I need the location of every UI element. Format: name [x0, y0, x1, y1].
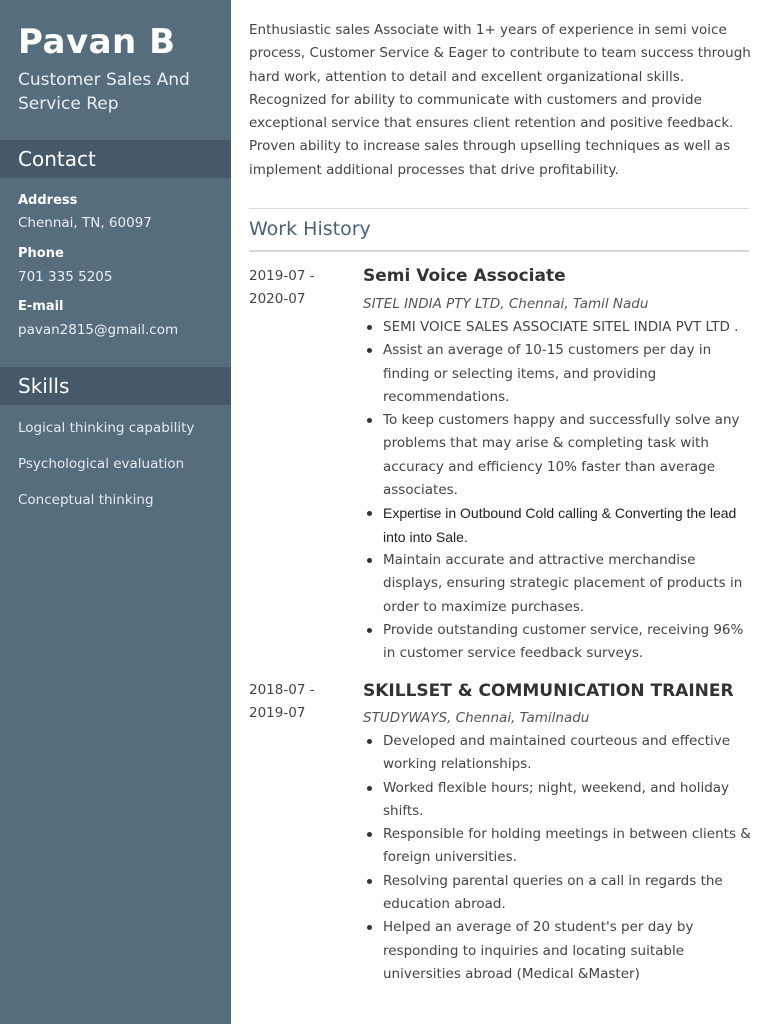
job-bullets	[363, 316, 755, 665]
professional-summary: Enthusiastic sales Associate with 1+ years of experience in semi voice process, Customer Service & Eager to contribute to team success through hard work, attention to detail and excellent organizational skills. Recognized for ability to communicate with customers and provide exceptional service that ensures client retention and positive feedback. Proven ability to increase sales through upselling techniques as well as implement additional processes that drive profitability.	[249, 22, 751, 178]
list-item: To keep customers happy and successfully solve any problems that may arise & completing task with accuracy and efficiency 10% faster than average associates.	[363, 409, 755, 502]
sidebar	[0, 0, 231, 1024]
address-label: Address	[18, 193, 78, 208]
job-company: STUDYWAYS, Chennai, Tamilnadu	[363, 710, 590, 726]
job-end-date: 2019-07	[249, 705, 306, 721]
job-bullets	[363, 730, 755, 986]
job-end-date: 2020-07	[249, 291, 306, 307]
phone-value: 701 335 5205	[18, 269, 113, 285]
skills-heading: Skills	[0, 367, 231, 405]
candidate-title: Customer Sales And Service Rep	[18, 70, 190, 114]
list-item: Developed and maintained courteous and effective working relationships.	[363, 730, 755, 777]
list-item: Provide outstanding customer service, receiving 96% in customer service feedback surveys.	[363, 619, 755, 666]
list-item: SEMI VOICE SALES ASSOCIATE SITEL INDIA PVT LTD .	[363, 316, 755, 339]
job-title: Semi Voice Associate	[363, 266, 566, 286]
job-dates	[249, 265, 349, 311]
list-item: Assist an average of 10-15 customers per day in finding or selecting items, and providing recommendations.	[363, 339, 755, 409]
job-start-date: 2018-07 -	[249, 682, 315, 698]
divider	[249, 208, 749, 209]
list-item: Maintain accurate and attractive merchandise displays, ensuring strategic placement of products in order to maximize purchases.	[363, 549, 755, 619]
list-item: Helped an average of 20 student's per day by responding to inquiries and locating suitable universities abroad (Medical &Master)	[363, 916, 755, 986]
work-history-heading: Work History	[249, 218, 371, 240]
candidate-name: Pavan B	[18, 22, 176, 62]
divider	[249, 250, 749, 252]
list-item: Responsible for holding meetings in between clients & foreign universities.	[363, 823, 755, 870]
job-title: SKILLSET & COMMUNICATION TRAINER	[363, 681, 734, 701]
skill-item: Conceptual thinking	[18, 492, 154, 508]
list-item: Resolving parental queries on a call in regards the education abroad.	[363, 870, 755, 917]
skill-item: Psychological evaluation	[18, 456, 185, 472]
skill-item: Logical thinking capability	[18, 420, 195, 436]
list-item: Expertise in Outbound Cold calling & Converting the lead into into Sale.	[363, 502, 755, 549]
contact-heading: Contact	[0, 140, 231, 178]
email-value: pavan2815@gmail.com	[18, 322, 179, 338]
job-dates	[249, 679, 349, 725]
address-value: Chennai, TN, 60097	[18, 215, 152, 231]
email-label: E-mail	[18, 299, 64, 314]
job-company: SITEL INDIA PTY LTD, Chennai, Tamil Nadu	[363, 296, 649, 312]
job-start-date: 2019-07 -	[249, 268, 315, 284]
list-item: Worked flexible hours; night, weekend, and holiday shifts.	[363, 777, 755, 824]
phone-label: Phone	[18, 246, 64, 261]
